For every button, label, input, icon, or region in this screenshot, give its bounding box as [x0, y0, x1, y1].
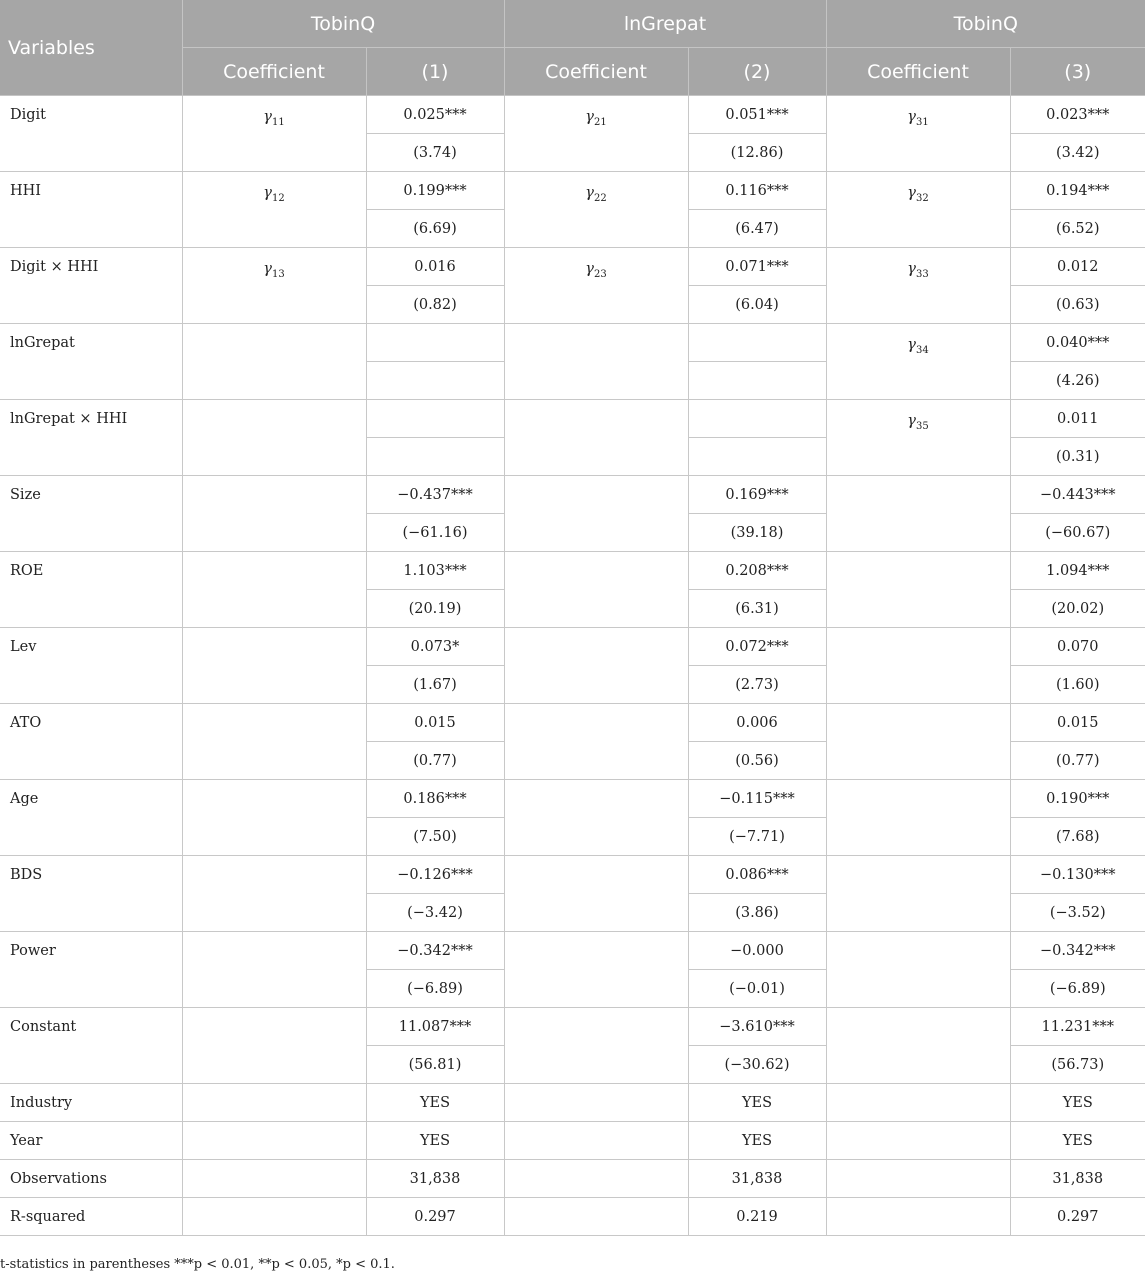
variable-name: Size — [0, 476, 182, 552]
table-row — [0, 1008, 1145, 1046]
estimate-value — [366, 400, 504, 438]
coefficient-greek: γ — [263, 261, 272, 277]
estimate-value: −3.610*** — [688, 1008, 826, 1046]
estimate-value: 11.231*** — [1010, 1008, 1145, 1046]
coefficient-symbol — [182, 1122, 366, 1160]
header-variables: Variables — [0, 0, 182, 96]
coefficient-symbol — [826, 324, 1010, 400]
tstat-value: (−6.89) — [1010, 970, 1145, 1008]
summary-value: 0.297 — [366, 1198, 504, 1236]
header-model-1: (1) — [366, 48, 504, 96]
tstat-value: (0.63) — [1010, 286, 1145, 324]
coefficient-symbol — [504, 96, 688, 172]
variable-name: Digit × HHI — [0, 248, 182, 324]
coefficient-symbol — [182, 172, 366, 248]
estimate-value: 0.190*** — [1010, 780, 1145, 818]
tstat-value: (0.77) — [366, 742, 504, 780]
coefficient-symbol — [826, 248, 1010, 324]
variable-name: BDS — [0, 856, 182, 932]
estimate-value: 1.103*** — [366, 552, 504, 590]
estimate-value: 0.194*** — [1010, 172, 1145, 210]
coefficient-subscript: 11 — [271, 116, 285, 128]
coefficient-symbol — [504, 704, 688, 780]
coefficient-symbol — [504, 1008, 688, 1084]
coefficient-subscript: 33 — [915, 268, 929, 280]
estimate-value: −0.342*** — [1010, 932, 1145, 970]
table-row — [0, 248, 1145, 286]
variable-name: Observations — [0, 1160, 182, 1198]
coefficient-symbol — [182, 856, 366, 932]
table-row — [0, 856, 1145, 894]
table-row — [0, 628, 1145, 666]
coefficient-symbol — [182, 628, 366, 704]
coefficient-greek: γ — [263, 109, 272, 125]
summary-value: YES — [1010, 1122, 1145, 1160]
tstat-value: (1.60) — [1010, 666, 1145, 704]
coefficient-symbol — [826, 1198, 1010, 1236]
coefficient-symbol — [504, 932, 688, 1008]
coefficient-symbol — [826, 476, 1010, 552]
tstat-value — [366, 362, 504, 400]
summary-value: YES — [366, 1084, 504, 1122]
table-row — [0, 1198, 1145, 1236]
estimate-value: 0.073* — [366, 628, 504, 666]
tstat-value: (7.68) — [1010, 818, 1145, 856]
estimate-value: 0.016 — [366, 248, 504, 286]
tstat-value: (6.31) — [688, 590, 826, 628]
estimate-value: 0.011 — [1010, 400, 1145, 438]
header-model-2: (2) — [688, 48, 826, 96]
tstat-value: (−3.52) — [1010, 894, 1145, 932]
coefficient-symbol — [826, 96, 1010, 172]
coefficient-symbol — [182, 1160, 366, 1198]
variable-name: Industry — [0, 1084, 182, 1122]
coefficient-symbol — [182, 1084, 366, 1122]
header-group-3: TobinQ — [826, 0, 1145, 48]
tstat-value: (−60.67) — [1010, 514, 1145, 552]
table-note: t-statistics in parentheses ***p < 0.01, **p < 0.05, *p < 0.1. — [0, 1257, 395, 1272]
estimate-value: −0.130*** — [1010, 856, 1145, 894]
coefficient-symbol — [182, 248, 366, 324]
estimate-value: −0.437*** — [366, 476, 504, 514]
estimate-value: −0.000 — [688, 932, 826, 970]
header-row-groups — [0, 0, 1145, 48]
estimate-value: 0.051*** — [688, 96, 826, 134]
tstat-value: (39.18) — [688, 514, 826, 552]
variable-name: Power — [0, 932, 182, 1008]
summary-value: 0.297 — [1010, 1198, 1145, 1236]
estimate-value: 0.186*** — [366, 780, 504, 818]
coefficient-symbol — [504, 552, 688, 628]
coefficient-greek: γ — [907, 109, 916, 125]
estimate-value: 0.040*** — [1010, 324, 1145, 362]
tstat-value: (56.73) — [1010, 1046, 1145, 1084]
coefficient-symbol — [182, 1198, 366, 1236]
estimate-value: 0.070 — [1010, 628, 1145, 666]
tstat-value: (7.50) — [366, 818, 504, 856]
coefficient-subscript: 34 — [915, 344, 929, 356]
coefficient-symbol — [826, 704, 1010, 780]
coefficient-greek: γ — [907, 337, 916, 353]
coefficient-symbol — [826, 856, 1010, 932]
estimate-value: 11.087*** — [366, 1008, 504, 1046]
coefficient-symbol — [826, 552, 1010, 628]
coefficient-subscript: 22 — [593, 192, 607, 204]
table-row — [0, 1160, 1145, 1198]
tstat-value: (3.42) — [1010, 134, 1145, 172]
coefficient-symbol — [182, 704, 366, 780]
coefficient-symbol — [182, 1008, 366, 1084]
coefficient-symbol — [182, 400, 366, 476]
estimate-value: 0.169*** — [688, 476, 826, 514]
coefficient-symbol — [504, 1122, 688, 1160]
coefficient-subscript: 23 — [593, 268, 607, 280]
coefficient-greek: γ — [585, 109, 594, 125]
header-coefficient-3: Coefficient — [826, 48, 1010, 96]
coefficient-symbol — [826, 1008, 1010, 1084]
coefficient-symbol — [504, 324, 688, 400]
table-row — [0, 704, 1145, 742]
table-row — [0, 324, 1145, 362]
summary-value: YES — [688, 1084, 826, 1122]
coefficient-symbol — [504, 780, 688, 856]
tstat-value: (6.52) — [1010, 210, 1145, 248]
coefficient-subscript: 31 — [915, 116, 929, 128]
variable-name: lnGrepat — [0, 324, 182, 400]
tstat-value: (20.19) — [366, 590, 504, 628]
variable-name: Age — [0, 780, 182, 856]
header-coefficient-2: Coefficient — [504, 48, 688, 96]
tstat-value: (4.26) — [1010, 362, 1145, 400]
estimate-value: 0.006 — [688, 704, 826, 742]
coefficient-symbol — [826, 1084, 1010, 1122]
tstat-value: (−0.01) — [688, 970, 826, 1008]
variable-name: HHI — [0, 172, 182, 248]
estimate-value: 0.116*** — [688, 172, 826, 210]
coefficient-symbol — [504, 476, 688, 552]
estimate-value: 0.025*** — [366, 96, 504, 134]
coefficient-subscript: 12 — [271, 192, 285, 204]
variable-name: R-squared — [0, 1198, 182, 1236]
estimate-value: −0.126*** — [366, 856, 504, 894]
tstat-value: (56.81) — [366, 1046, 504, 1084]
tstat-value — [688, 438, 826, 476]
estimate-value: −0.115*** — [688, 780, 826, 818]
estimate-value: 0.208*** — [688, 552, 826, 590]
coefficient-symbol — [826, 1122, 1010, 1160]
coefficient-symbol — [504, 248, 688, 324]
tstat-value: (2.73) — [688, 666, 826, 704]
coefficient-symbol — [504, 1198, 688, 1236]
estimate-value — [688, 324, 826, 362]
estimate-value: 0.012 — [1010, 248, 1145, 286]
tstat-value: (6.04) — [688, 286, 826, 324]
coefficient-greek: γ — [907, 185, 916, 201]
variable-name: ATO — [0, 704, 182, 780]
coefficient-subscript: 13 — [271, 268, 285, 280]
coefficient-greek: γ — [585, 261, 594, 277]
coefficient-symbol — [182, 96, 366, 172]
estimate-value: 0.086*** — [688, 856, 826, 894]
table-row — [0, 96, 1145, 134]
estimate-value: 0.015 — [1010, 704, 1145, 742]
summary-value: 31,838 — [366, 1160, 504, 1198]
coefficient-symbol — [504, 400, 688, 476]
table-row — [0, 780, 1145, 818]
coefficient-greek: γ — [907, 413, 916, 429]
header-group-2: lnGrepat — [504, 0, 826, 48]
table-body — [0, 96, 1145, 1236]
tstat-value: (−6.89) — [366, 970, 504, 1008]
estimate-value: 1.094*** — [1010, 552, 1145, 590]
table-row — [0, 552, 1145, 590]
coefficient-symbol — [826, 780, 1010, 856]
estimate-value: 0.023*** — [1010, 96, 1145, 134]
tstat-value — [688, 362, 826, 400]
estimate-value: 0.199*** — [366, 172, 504, 210]
tstat-value: (−61.16) — [366, 514, 504, 552]
coefficient-symbol — [504, 1160, 688, 1198]
variable-name: Digit — [0, 96, 182, 172]
estimate-value: −0.342*** — [366, 932, 504, 970]
coefficient-greek: γ — [263, 185, 272, 201]
tstat-value: (20.02) — [1010, 590, 1145, 628]
tstat-value: (6.47) — [688, 210, 826, 248]
tstat-value: (3.74) — [366, 134, 504, 172]
table-row — [0, 400, 1145, 438]
estimate-value: −0.443*** — [1010, 476, 1145, 514]
tstat-value: (−30.62) — [688, 1046, 826, 1084]
tstat-value: (6.69) — [366, 210, 504, 248]
summary-value: 0.219 — [688, 1198, 826, 1236]
table-row — [0, 476, 1145, 514]
coefficient-subscript: 21 — [593, 116, 607, 128]
coefficient-symbol — [504, 856, 688, 932]
tstat-value: (−3.42) — [366, 894, 504, 932]
coefficient-symbol — [826, 400, 1010, 476]
coefficient-subscript: 32 — [915, 192, 929, 204]
coefficient-symbol — [826, 628, 1010, 704]
variable-name: Constant — [0, 1008, 182, 1084]
table-row — [0, 1084, 1145, 1122]
coefficient-greek: γ — [907, 261, 916, 277]
coefficient-symbol — [182, 780, 366, 856]
summary-value: 31,838 — [1010, 1160, 1145, 1198]
summary-value: YES — [688, 1122, 826, 1160]
coefficient-symbol — [504, 628, 688, 704]
table-row — [0, 932, 1145, 970]
estimate-value: 0.072*** — [688, 628, 826, 666]
coefficient-symbol — [182, 476, 366, 552]
variable-name: lnGrepat × HHI — [0, 400, 182, 476]
coefficient-symbol — [826, 172, 1010, 248]
coefficient-subscript: 35 — [915, 420, 929, 432]
header-group-1: TobinQ — [182, 0, 504, 48]
variable-name: Lev — [0, 628, 182, 704]
coefficient-symbol — [504, 1084, 688, 1122]
tstat-value: (0.77) — [1010, 742, 1145, 780]
coefficient-symbol — [504, 172, 688, 248]
header-model-3: (3) — [1010, 48, 1145, 96]
estimate-value — [366, 324, 504, 362]
coefficient-symbol — [826, 1160, 1010, 1198]
estimate-value: 0.015 — [366, 704, 504, 742]
coefficient-symbol — [182, 932, 366, 1008]
summary-value: 31,838 — [688, 1160, 826, 1198]
summary-value: YES — [1010, 1084, 1145, 1122]
coefficient-symbol — [182, 552, 366, 628]
tstat-value — [366, 438, 504, 476]
estimate-value — [688, 400, 826, 438]
variable-name: Year — [0, 1122, 182, 1160]
estimate-value: 0.071*** — [688, 248, 826, 286]
coefficient-greek: γ — [585, 185, 594, 201]
tstat-value: (0.56) — [688, 742, 826, 780]
table-row — [0, 172, 1145, 210]
variable-name: ROE — [0, 552, 182, 628]
table-header — [0, 0, 1145, 96]
coefficient-symbol — [826, 932, 1010, 1008]
tstat-value: (12.86) — [688, 134, 826, 172]
tstat-value: (0.31) — [1010, 438, 1145, 476]
table-row — [0, 1122, 1145, 1160]
tstat-value: (−7.71) — [688, 818, 826, 856]
coefficient-symbol — [182, 324, 366, 400]
summary-value: YES — [366, 1122, 504, 1160]
header-coefficient-1: Coefficient — [182, 48, 366, 96]
tstat-value: (3.86) — [688, 894, 826, 932]
tstat-value: (1.67) — [366, 666, 504, 704]
tstat-value: (0.82) — [366, 286, 504, 324]
